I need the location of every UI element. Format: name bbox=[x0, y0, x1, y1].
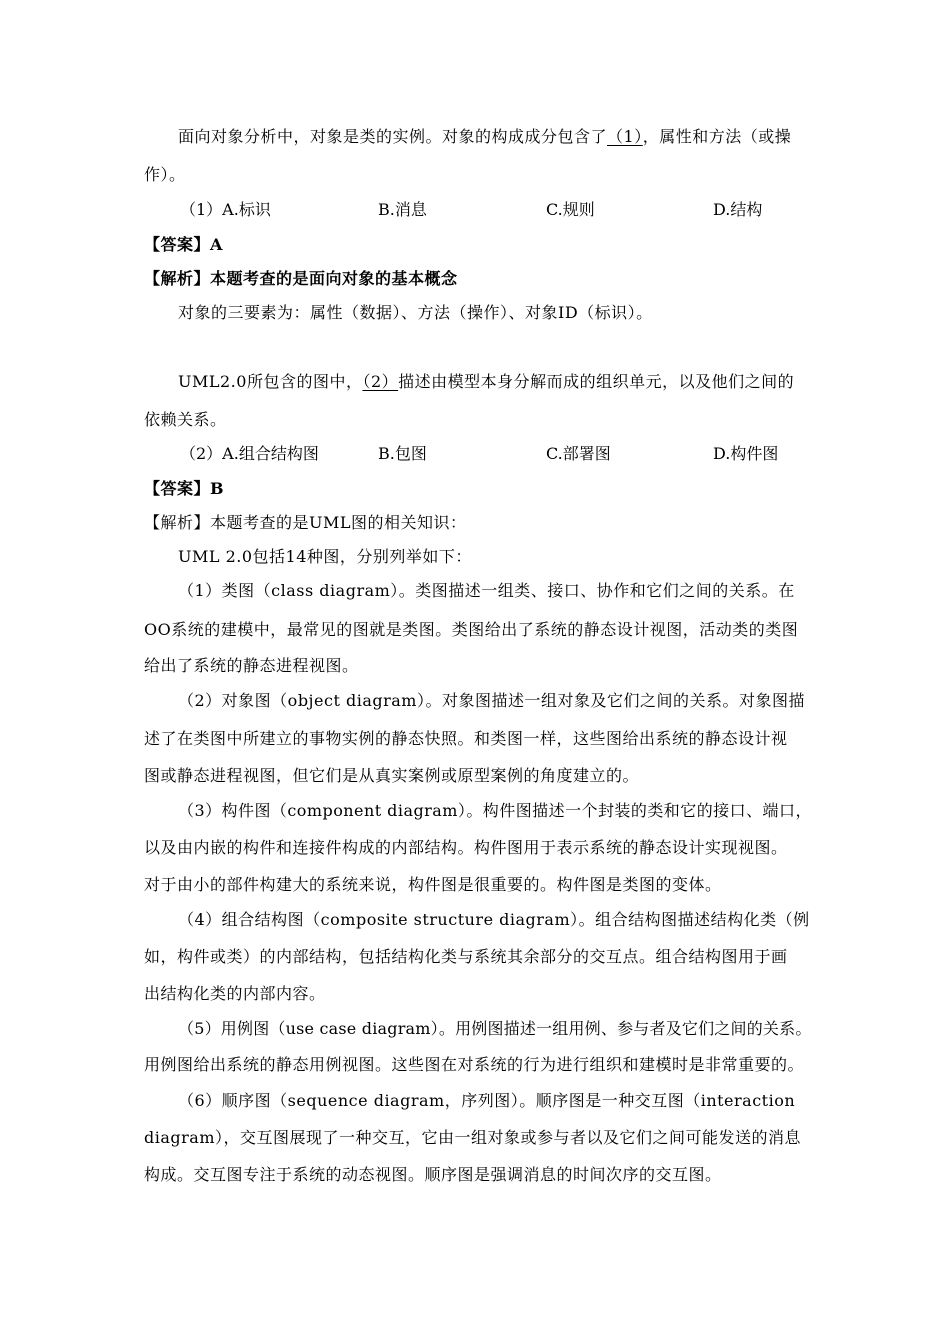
q1-option-b: B.消息 bbox=[378, 200, 427, 219]
q1-answer: 【答案】A bbox=[144, 235, 223, 254]
q2-line: 出结构化类的内部内容。 bbox=[144, 984, 326, 1003]
q2-stem-b: 描述由模型本身分解而成的组织单元，以及他们之间的 bbox=[398, 372, 795, 391]
q2-option-d: D.构件图 bbox=[713, 444, 779, 463]
q2-line: 图或静态进程视图，但它们是从真实案例或原型案例的角度建立的。 bbox=[144, 766, 640, 785]
q2-blank: （2） bbox=[362, 372, 399, 391]
q2-option-a: （2）A.组合结构图 bbox=[180, 444, 319, 463]
q2-option-b: B.包图 bbox=[378, 444, 427, 463]
q2-line: 述了在类图中所建立的事物实例的静态快照。和类图一样，这些图给出系统的静态设计视 bbox=[144, 729, 788, 748]
q2-line: 构成。交互图专注于系统的动态视图。顺序图是强调消息的时间次序的交互图。 bbox=[144, 1165, 722, 1184]
q2-line: 对于由小的部件构建大的系统来说，构件图是很重要的。构件图是类图的变体。 bbox=[144, 875, 722, 894]
q2-line: 以及由内嵌的构件和连接件构成的内部结构。构件图用于表示系统的静态设计实现视图。 bbox=[144, 838, 788, 857]
q2-line: （6）顺序图（sequence diagram，序列图）。顺序图是一种交互图（interaction bbox=[178, 1091, 796, 1110]
q2-intro: UML 2.0包括14种图，分别列举如下： bbox=[178, 547, 472, 566]
q2-line: （1）类图（class diagram）。类图描述一组类、接口、协作和它们之间的关系。在 bbox=[178, 581, 795, 600]
q2-line: （2）对象图（object diagram）。对象图描述一组对象及它们之间的关系。对象图描 bbox=[178, 691, 805, 710]
q2-stem-line-1 bbox=[178, 372, 794, 392]
q2-answer: 【答案】B bbox=[144, 479, 225, 498]
q1-blank: （1） bbox=[607, 127, 643, 146]
q1-analysis-text: 对象的三要素为：属性（数据）、方法（操作）、对象ID（标识）。 bbox=[178, 303, 653, 322]
q2-analysis-title: 【解析】本题考查的是UML图的相关知识： bbox=[144, 513, 467, 532]
q1-stem-line-1 bbox=[178, 127, 791, 147]
q2-line: 给出了系统的静态进程视图。 bbox=[144, 656, 359, 675]
q2-line: 如，构件或类）的内部结构，包括结构化类与系统其余部分的交互点。组合结构图用于画 bbox=[144, 947, 788, 966]
q1-stem-b: ，属性和方法（或操 bbox=[642, 127, 792, 146]
q2-line: 用例图给出系统的静态用例视图。这些图在对系统的行为进行组织和建模时是非常重要的。 bbox=[144, 1055, 805, 1074]
q1-stem-line-2: 作）。 bbox=[144, 165, 186, 184]
q2-line: OO系统的建模中，最常见的图就是类图。类图给出了系统的静态设计视图，活动类的类图 bbox=[144, 620, 799, 639]
q1-stem-a: 面向对象分析中，对象是类的实例。对象的构成成分包含了 bbox=[178, 127, 608, 146]
q1-option-a: （1）A.标识 bbox=[180, 200, 271, 219]
q2-stem-line-2: 依赖关系。 bbox=[144, 410, 227, 429]
q1-option-d: D.结构 bbox=[713, 200, 763, 219]
q2-line: （5）用例图（use case diagram）。用例图描述一组用例、参与者及它们之间的关系。 bbox=[178, 1019, 812, 1038]
q2-line: （3）构件图（component diagram）。构件图描述一个封装的类和它的接口、端口， bbox=[178, 801, 812, 820]
q2-line: diagram），交互图展现了一种交互，它由一组对象或参与者以及它们之间可能发送的消息 bbox=[144, 1128, 802, 1147]
q2-line: （4）组合结构图（composite structure diagram）。组合结构图描述结构化类（例 bbox=[178, 910, 810, 929]
q1-option-c: C.规则 bbox=[546, 200, 595, 219]
q2-option-c: C.部署图 bbox=[546, 444, 611, 463]
q1-analysis-title: 【解析】本题考查的是面向对象的基本概念 bbox=[144, 269, 458, 288]
q2-stem-prefix: UML2.0所包含的图中， bbox=[178, 372, 363, 391]
